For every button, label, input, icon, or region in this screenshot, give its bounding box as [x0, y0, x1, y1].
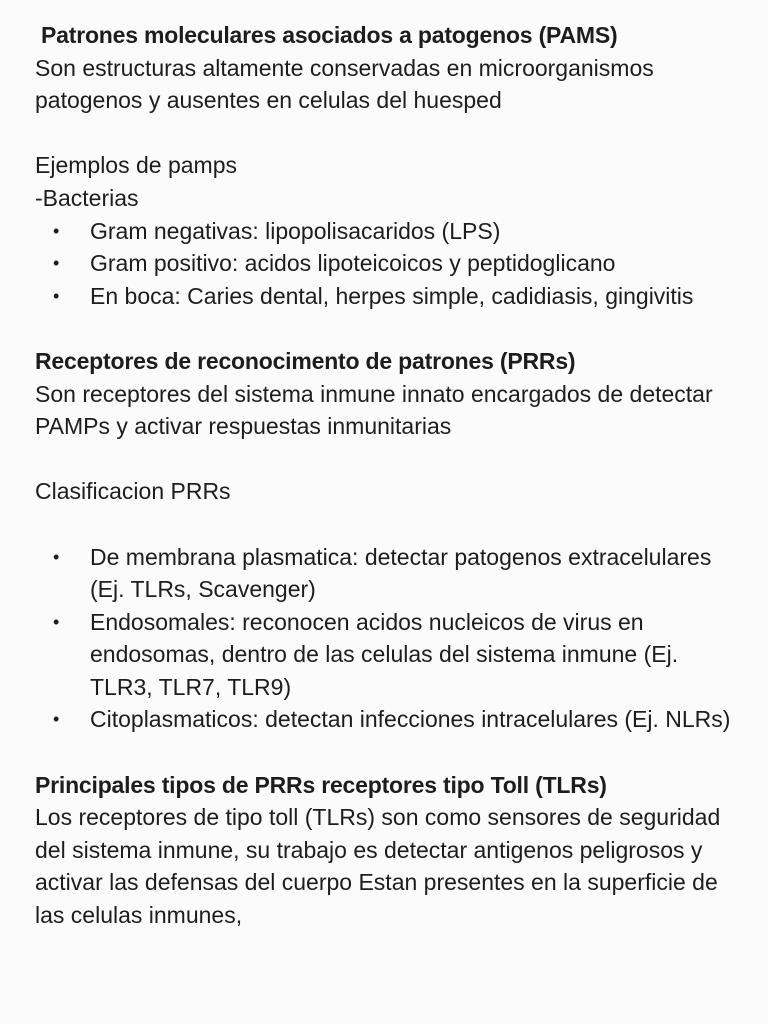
- bullet-icon: •: [53, 220, 60, 241]
- blank-line: [35, 312, 738, 345]
- pams-bullet-list: [35, 215, 738, 313]
- bullet-icon: •: [53, 611, 60, 632]
- blank-line: [35, 443, 738, 476]
- blank-line: [35, 508, 738, 541]
- classification-title: Clasificacion PRRs: [35, 478, 231, 505]
- list-item: [35, 215, 738, 248]
- section-description-tlrs: Los receptores de tipo toll (TLRs) son como sensores de seguridad del sistema inmune, su trabajo es detectar antigenos peligrosos y activar las defensas del cuerpo Estan presentes en la superficie de las celulas inmunes,: [35, 804, 721, 929]
- blank-line: [35, 117, 738, 150]
- list-item: [35, 280, 738, 313]
- bullet-icon: •: [53, 709, 60, 730]
- examples-title: Ejemplos de pamps: [35, 152, 237, 179]
- bullet-icon: •: [53, 285, 60, 306]
- section-heading-pams: Patrones moleculares asociados a patogenos (PAMS): [41, 22, 618, 48]
- list-item-text: Endosomales: reconocen acidos nucleicos de virus en endosomas, dentro de las celulas del sistema inmune (Ej. TLR3, TLR7, TLR9): [90, 608, 679, 700]
- examples-subtitle: -Bacterias: [35, 184, 139, 211]
- list-item: [35, 703, 738, 736]
- section-heading-prrs: Receptores de reconocimento de patrones (PRRs): [35, 347, 576, 374]
- section-heading-tlrs: Principales tipos de PRRs receptores tipo Toll (TLRs): [35, 771, 607, 798]
- list-item-text: Gram positivo: acidos lipoteicoicos y peptidoglicano: [90, 250, 616, 277]
- prrs-bullet-list: [35, 541, 738, 737]
- list-item-text: Citoplasmaticos: detectan infecciones intracelulares (Ej. NLRs): [90, 706, 731, 733]
- list-item: [35, 247, 738, 280]
- section-description-prrs: Son receptores del sistema inmune innato encargados de detectar PAMPs y activar respuestas inmunitarias: [35, 380, 713, 440]
- blank-line: [35, 736, 738, 769]
- list-item-text: En boca: Caries dental, herpes simple, cadidiasis, gingivitis: [90, 282, 694, 309]
- list-item-text: De membrana plasmatica: detectar patogenos extracelulares (Ej. TLRs, Scavenger): [90, 543, 712, 603]
- bullet-icon: •: [53, 546, 60, 567]
- list-item-text: Gram negativas: lipopolisacaridos (LPS): [90, 217, 501, 244]
- list-item: [35, 541, 738, 606]
- bullet-icon: •: [53, 253, 60, 274]
- section-description-pams: Son estructuras altamente conservadas en microorganismos patogenos y ausentes en celulas del huesped: [35, 54, 654, 114]
- list-item: [35, 606, 738, 704]
